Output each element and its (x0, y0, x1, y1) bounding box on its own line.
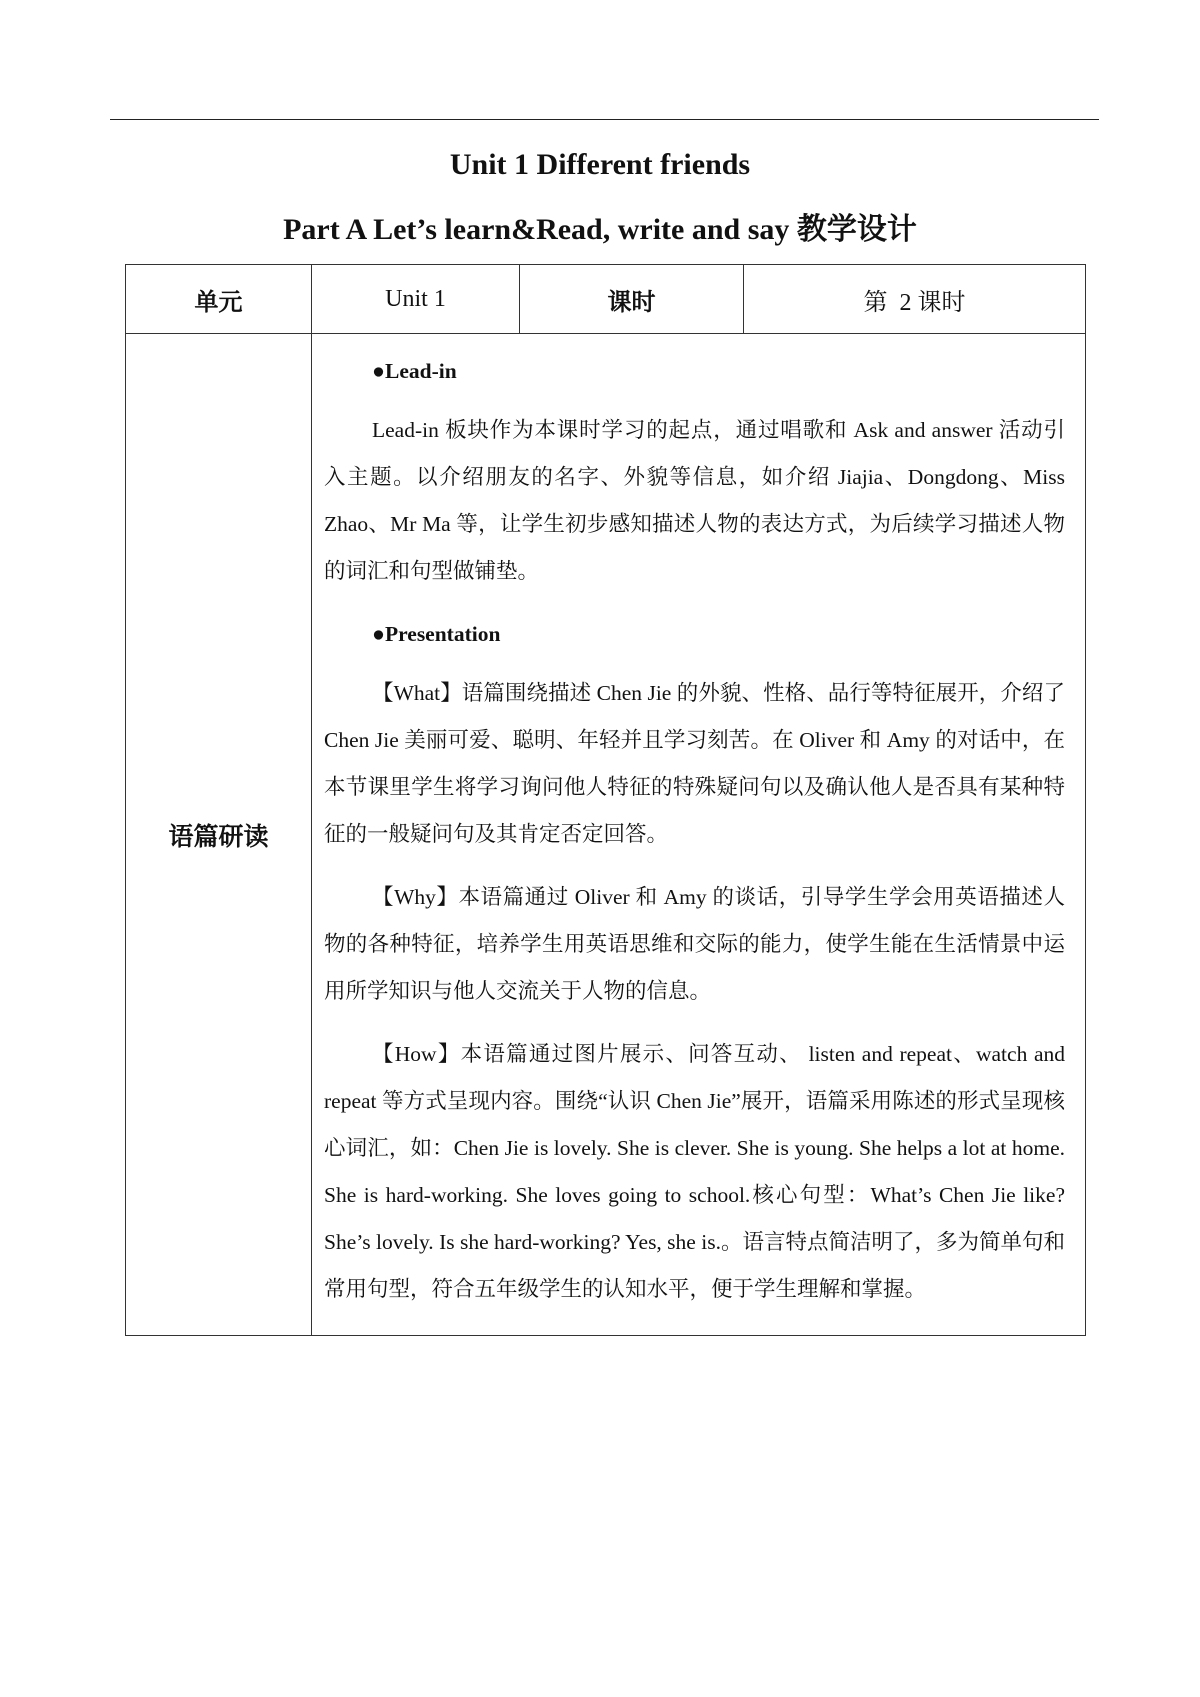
header-row (126, 265, 1086, 334)
text-study-label-cell: 语篇研读 (126, 334, 312, 1336)
presentation-heading: ●Presentation (372, 622, 501, 646)
document-title: Unit 1 Different friends (449, 148, 751, 181)
leadin-paragraph: Lead-in 板块作为本课时学习的起点，通过唱歌和 Ask and answer 活动引入主题。以介绍朋友的名字、外貌等信息，如介绍 Jiajia、Dongdong、Miss Zhao、Mr Ma 等，让学生初步感知描述人物的表达方式，为后续学习描述人物的词汇和句型做铺垫。 (324, 418, 1065, 583)
lesson-value-cell: 第 2 课时 (744, 265, 1086, 334)
content-row (126, 334, 1086, 1336)
unit-label-cell: 单元 (126, 265, 312, 334)
unit-value-cell: Unit 1 (312, 265, 520, 334)
lesson-design-table (125, 264, 1086, 1336)
text-study-content-cell (312, 334, 1086, 1336)
what-paragraph: 【What】语篇围绕描述 Chen Jie 的外貌、性格、品行等特征展开，介绍了 Chen Jie 美丽可爱、聪明、年轻并且学习刻苦。在 Oliver 和 Amy 的对话中，在本节课里学生将学习询问他人特征的特殊疑问句以及确认他人是否具有某种特征的一般疑问句及其肯定否定回答。 (324, 681, 1065, 846)
header-rule (110, 119, 1099, 120)
lesson-label-cell: 课时 (520, 265, 744, 334)
why-paragraph: 【Why】本语篇通过 Oliver 和 Amy 的谈话，引导学生学会用英语描述人物的各种特征，培养学生用英语思维和交际的能力，使学生能在生活情景中运用所学知识与他人交流关于人物的信息。 (324, 885, 1065, 1003)
how-paragraph: 【How】本语篇通过图片展示、问答互动、 listen and repeat、watch and repeat 等方式呈现内容。围绕“认识 Chen Jie”展开，语篇采用陈述的形式呈现核心词汇，如：Chen Jie is lovely. She is clever. She is young. She helps a lot at home. She is hard-working. She loves going to school.核心句型：What’s Chen Jie like? She’s lovely. Is she hard-working? Yes, she is.。语言特点简洁明了，多为简单句和常用句型，符合五年级学生的认知水平，便于学生理解和掌握。 (324, 1042, 1065, 1301)
document-subtitle: Part A Let’s learn&Read, write and say 教学设计 (283, 213, 917, 246)
leadin-heading: ●Lead-in (372, 359, 457, 383)
